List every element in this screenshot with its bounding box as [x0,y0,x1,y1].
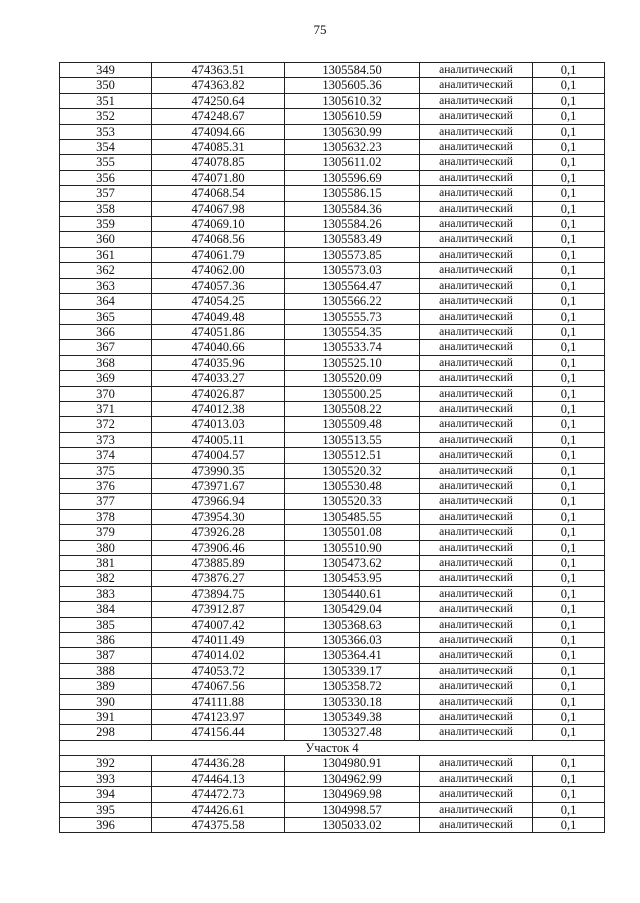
accuracy-cell: 0,1 [533,617,605,632]
accuracy-cell: 0,1 [533,186,605,201]
table-row [60,63,605,78]
table-row [60,448,605,463]
accuracy-cell: 0,1 [533,247,605,262]
point-number-cell: 363 [60,278,152,293]
table-row [60,663,605,678]
point-number-cell: 364 [60,294,152,309]
x-coordinate-cell: 474067.98 [152,201,285,216]
method-cell: аналитический [420,756,533,771]
accuracy-cell: 0,1 [533,217,605,232]
table-row [60,679,605,694]
point-number-cell: 377 [60,494,152,509]
accuracy-cell: 0,1 [533,478,605,493]
table-row [60,78,605,93]
method-cell: аналитический [420,93,533,108]
y-coordinate-cell: 1305584.36 [285,201,420,216]
accuracy-cell: 0,1 [533,586,605,601]
accuracy-cell: 0,1 [533,694,605,709]
accuracy-cell: 0,1 [533,663,605,678]
accuracy-cell: 0,1 [533,771,605,786]
y-coordinate-cell: 1305632.23 [285,140,420,155]
y-coordinate-cell: 1305586.15 [285,186,420,201]
accuracy-cell: 0,1 [533,556,605,571]
x-coordinate-cell: 474004.57 [152,448,285,463]
method-cell: аналитический [420,663,533,678]
accuracy-cell: 0,1 [533,817,605,832]
x-coordinate-cell: 474007.42 [152,617,285,632]
accuracy-cell: 0,1 [533,571,605,586]
accuracy-cell: 0,1 [533,494,605,509]
y-coordinate-cell: 1305610.59 [285,109,420,124]
method-cell: аналитический [420,170,533,185]
point-number-cell: 368 [60,355,152,370]
x-coordinate-cell: 474068.56 [152,232,285,247]
method-cell: аналитический [420,340,533,355]
x-coordinate-cell: 474061.79 [152,247,285,262]
x-coordinate-cell: 474085.31 [152,140,285,155]
point-number-cell: 380 [60,540,152,555]
accuracy-cell: 0,1 [533,787,605,802]
method-cell: аналитический [420,633,533,648]
y-coordinate-cell: 1305530.48 [285,478,420,493]
x-coordinate-cell: 473906.46 [152,540,285,555]
method-cell: аналитический [420,679,533,694]
x-coordinate-cell: 474156.44 [152,725,285,740]
coordinates-table-body [60,63,605,833]
accuracy-cell: 0,1 [533,201,605,216]
method-cell: аналитический [420,324,533,339]
method-cell: аналитический [420,309,533,324]
table-row [60,278,605,293]
accuracy-cell: 0,1 [533,294,605,309]
x-coordinate-cell: 474014.02 [152,648,285,663]
accuracy-cell: 0,1 [533,463,605,478]
y-coordinate-cell: 1305520.09 [285,371,420,386]
point-number-cell: 350 [60,78,152,93]
accuracy-cell: 0,1 [533,633,605,648]
method-cell: аналитический [420,478,533,493]
method-cell: аналитический [420,371,533,386]
table-row [60,386,605,401]
accuracy-cell: 0,1 [533,725,605,740]
x-coordinate-cell: 474078.85 [152,155,285,170]
method-cell: аналитический [420,602,533,617]
x-coordinate-cell: 474033.27 [152,371,285,386]
y-coordinate-cell: 1305630.99 [285,124,420,139]
y-coordinate-cell: 1305358.72 [285,679,420,694]
x-coordinate-cell: 474363.51 [152,63,285,78]
table-row [60,186,605,201]
y-coordinate-cell: 1305610.32 [285,93,420,108]
point-number-cell: 371 [60,401,152,416]
y-coordinate-cell: 1305364.41 [285,648,420,663]
method-cell: аналитический [420,463,533,478]
x-coordinate-cell: 473954.30 [152,509,285,524]
accuracy-cell: 0,1 [533,324,605,339]
method-cell: аналитический [420,78,533,93]
point-number-cell: 370 [60,386,152,401]
y-coordinate-cell: 1305555.73 [285,309,420,324]
table-row [60,509,605,524]
method-cell: аналитический [420,140,533,155]
x-coordinate-cell: 474094.66 [152,124,285,139]
y-coordinate-cell: 1305473.62 [285,556,420,571]
point-number-cell: 366 [60,324,152,339]
y-coordinate-cell: 1305584.50 [285,63,420,78]
method-cell: аналитический [420,247,533,262]
x-coordinate-cell: 474068.54 [152,186,285,201]
point-number-cell: 376 [60,478,152,493]
x-coordinate-cell: 474026.87 [152,386,285,401]
point-number-cell: 389 [60,679,152,694]
accuracy-cell: 0,1 [533,124,605,139]
x-coordinate-cell: 474248.67 [152,109,285,124]
accuracy-cell: 0,1 [533,448,605,463]
x-coordinate-cell: 474436.28 [152,756,285,771]
table-row [60,571,605,586]
table-row [60,771,605,786]
x-coordinate-cell: 474062.00 [152,263,285,278]
method-cell: аналитический [420,556,533,571]
method-cell: аналитический [420,294,533,309]
table-row [60,802,605,817]
accuracy-cell: 0,1 [533,140,605,155]
accuracy-cell: 0,1 [533,63,605,78]
table-row [60,371,605,386]
accuracy-cell: 0,1 [533,232,605,247]
accuracy-cell: 0,1 [533,371,605,386]
method-cell: аналитический [420,124,533,139]
x-coordinate-cell: 474250.64 [152,93,285,108]
section-title: Участок 4 [60,740,605,755]
x-coordinate-cell: 473926.28 [152,525,285,540]
accuracy-cell: 0,1 [533,263,605,278]
x-coordinate-cell: 473966.94 [152,494,285,509]
method-cell: аналитический [420,448,533,463]
method-cell: аналитический [420,802,533,817]
point-number-cell: 388 [60,663,152,678]
point-number-cell: 360 [60,232,152,247]
x-coordinate-cell: 474040.66 [152,340,285,355]
method-cell: аналитический [420,232,533,247]
point-number-cell: 375 [60,463,152,478]
accuracy-cell: 0,1 [533,340,605,355]
point-number-cell: 396 [60,817,152,832]
x-coordinate-cell: 474005.11 [152,432,285,447]
y-coordinate-cell: 1305339.17 [285,663,420,678]
accuracy-cell: 0,1 [533,309,605,324]
point-number-cell: 373 [60,432,152,447]
method-cell: аналитический [420,710,533,725]
y-coordinate-cell: 1305584.26 [285,217,420,232]
method-cell: аналитический [420,617,533,632]
table-row [60,93,605,108]
y-coordinate-cell: 1305605.36 [285,78,420,93]
x-coordinate-cell: 474375.58 [152,817,285,832]
point-number-cell: 391 [60,710,152,725]
point-number-cell: 367 [60,340,152,355]
method-cell: аналитический [420,386,533,401]
table-row [60,648,605,663]
x-coordinate-cell: 474069.10 [152,217,285,232]
point-number-cell: 353 [60,124,152,139]
table-row [60,602,605,617]
y-coordinate-cell: 1305500.25 [285,386,420,401]
point-number-cell: 385 [60,617,152,632]
y-coordinate-cell: 1304962.99 [285,771,420,786]
method-cell: аналитический [420,540,533,555]
point-number-cell: 379 [60,525,152,540]
table-row [60,124,605,139]
accuracy-cell: 0,1 [533,710,605,725]
method-cell: аналитический [420,217,533,232]
y-coordinate-cell: 1305453.95 [285,571,420,586]
y-coordinate-cell: 1305440.61 [285,586,420,601]
x-coordinate-cell: 474111.88 [152,694,285,709]
accuracy-cell: 0,1 [533,417,605,432]
point-number-cell: 355 [60,155,152,170]
table-row [60,540,605,555]
y-coordinate-cell: 1304998.57 [285,802,420,817]
x-coordinate-cell: 473876.27 [152,571,285,586]
point-number-cell: 384 [60,602,152,617]
table-row [60,463,605,478]
y-coordinate-cell: 1305583.49 [285,232,420,247]
table-row [60,710,605,725]
table-row [60,232,605,247]
table-row [60,432,605,447]
x-coordinate-cell: 474071.80 [152,170,285,185]
table-row [60,556,605,571]
page-number: 75 [313,22,327,37]
point-number-cell: 362 [60,263,152,278]
point-number-cell: 359 [60,217,152,232]
y-coordinate-cell: 1305327.48 [285,725,420,740]
x-coordinate-cell: 474011.49 [152,633,285,648]
accuracy-cell: 0,1 [533,109,605,124]
y-coordinate-cell: 1304980.91 [285,756,420,771]
y-coordinate-cell: 1305573.03 [285,263,420,278]
y-coordinate-cell: 1305366.03 [285,633,420,648]
point-number-cell: 395 [60,802,152,817]
y-coordinate-cell: 1305533.74 [285,340,420,355]
y-coordinate-cell: 1305513.55 [285,432,420,447]
method-cell: аналитический [420,494,533,509]
point-number-cell: 386 [60,633,152,648]
method-cell: аналитический [420,525,533,540]
point-number-cell: 349 [60,63,152,78]
table-row [60,340,605,355]
point-number-cell: 369 [60,371,152,386]
table-row [60,201,605,216]
table-row [60,355,605,370]
y-coordinate-cell: 1304969.98 [285,787,420,802]
point-number-cell: 390 [60,694,152,709]
accuracy-cell: 0,1 [533,540,605,555]
method-cell: аналитический [420,787,533,802]
method-cell: аналитический [420,571,533,586]
point-number-cell: 357 [60,186,152,201]
y-coordinate-cell: 1305520.32 [285,463,420,478]
y-coordinate-cell: 1305330.18 [285,694,420,709]
table-row [60,494,605,509]
x-coordinate-cell: 473971.67 [152,478,285,493]
y-coordinate-cell: 1305596.69 [285,170,420,185]
y-coordinate-cell: 1305349.38 [285,710,420,725]
method-cell: аналитический [420,432,533,447]
point-number-cell: 372 [60,417,152,432]
point-number-cell: 394 [60,787,152,802]
y-coordinate-cell: 1305033.02 [285,817,420,832]
section-header-row [60,740,605,755]
y-coordinate-cell: 1305485.55 [285,509,420,524]
x-coordinate-cell: 473885.89 [152,556,285,571]
x-coordinate-cell: 474035.96 [152,355,285,370]
point-number-cell: 356 [60,170,152,185]
method-cell: аналитический [420,63,533,78]
table-row [60,525,605,540]
accuracy-cell: 0,1 [533,802,605,817]
accuracy-cell: 0,1 [533,93,605,108]
y-coordinate-cell: 1305368.63 [285,617,420,632]
table-row [60,694,605,709]
table-row [60,309,605,324]
x-coordinate-cell: 474464.13 [152,771,285,786]
x-coordinate-cell: 474012.38 [152,401,285,416]
y-coordinate-cell: 1305564.47 [285,278,420,293]
method-cell: аналитический [420,586,533,601]
method-cell: аналитический [420,401,533,416]
method-cell: аналитический [420,725,533,740]
y-coordinate-cell: 1305573.85 [285,247,420,262]
point-number-cell: 392 [60,756,152,771]
accuracy-cell: 0,1 [533,756,605,771]
table-row [60,725,605,740]
x-coordinate-cell: 474053.72 [152,663,285,678]
method-cell: аналитический [420,417,533,432]
accuracy-cell: 0,1 [533,355,605,370]
table-row [60,109,605,124]
accuracy-cell: 0,1 [533,155,605,170]
point-number-cell: 351 [60,93,152,108]
x-coordinate-cell: 474426.61 [152,802,285,817]
point-number-cell: 354 [60,140,152,155]
accuracy-cell: 0,1 [533,78,605,93]
method-cell: аналитический [420,278,533,293]
table-row [60,217,605,232]
method-cell: аналитический [420,355,533,370]
point-number-cell: 383 [60,586,152,601]
x-coordinate-cell: 474472.73 [152,787,285,802]
table-row [60,617,605,632]
y-coordinate-cell: 1305611.02 [285,155,420,170]
accuracy-cell: 0,1 [533,679,605,694]
method-cell: аналитический [420,771,533,786]
accuracy-cell: 0,1 [533,509,605,524]
y-coordinate-cell: 1305429.04 [285,602,420,617]
method-cell: аналитический [420,648,533,663]
point-number-cell: 378 [60,509,152,524]
x-coordinate-cell: 474363.82 [152,78,285,93]
y-coordinate-cell: 1305509.48 [285,417,420,432]
x-coordinate-cell: 473912.87 [152,602,285,617]
y-coordinate-cell: 1305512.51 [285,448,420,463]
y-coordinate-cell: 1305501.08 [285,525,420,540]
y-coordinate-cell: 1305566.22 [285,294,420,309]
method-cell: аналитический [420,155,533,170]
x-coordinate-cell: 474049.48 [152,309,285,324]
method-cell: аналитический [420,109,533,124]
accuracy-cell: 0,1 [533,170,605,185]
method-cell: аналитический [420,186,533,201]
table-row [60,401,605,416]
x-coordinate-cell: 473990.35 [152,463,285,478]
point-number-cell: 365 [60,309,152,324]
method-cell: аналитический [420,817,533,832]
coordinates-table [59,62,605,833]
x-coordinate-cell: 474067.56 [152,679,285,694]
point-number-cell: 381 [60,556,152,571]
y-coordinate-cell: 1305554.35 [285,324,420,339]
x-coordinate-cell: 474123.97 [152,710,285,725]
y-coordinate-cell: 1305508.22 [285,401,420,416]
point-number-cell: 382 [60,571,152,586]
method-cell: аналитический [420,263,533,278]
table-row [60,417,605,432]
table-row [60,817,605,832]
method-cell: аналитический [420,201,533,216]
accuracy-cell: 0,1 [533,401,605,416]
accuracy-cell: 0,1 [533,432,605,447]
accuracy-cell: 0,1 [533,278,605,293]
accuracy-cell: 0,1 [533,525,605,540]
accuracy-cell: 0,1 [533,648,605,663]
accuracy-cell: 0,1 [533,386,605,401]
point-number-cell: 393 [60,771,152,786]
table-row [60,247,605,262]
table-row [60,787,605,802]
x-coordinate-cell: 474057.36 [152,278,285,293]
method-cell: аналитический [420,509,533,524]
y-coordinate-cell: 1305525.10 [285,355,420,370]
y-coordinate-cell: 1305520.33 [285,494,420,509]
point-number-cell: 387 [60,648,152,663]
table-row [60,140,605,155]
table-row [60,263,605,278]
table-row [60,756,605,771]
table-row [60,170,605,185]
table-row [60,155,605,170]
x-coordinate-cell: 474054.25 [152,294,285,309]
point-number-cell: 298 [60,725,152,740]
table-row [60,324,605,339]
table-row [60,478,605,493]
y-coordinate-cell: 1305510.90 [285,540,420,555]
method-cell: аналитический [420,694,533,709]
table-row [60,294,605,309]
x-coordinate-cell: 473894.75 [152,586,285,601]
point-number-cell: 374 [60,448,152,463]
point-number-cell: 352 [60,109,152,124]
table-row [60,633,605,648]
point-number-cell: 361 [60,247,152,262]
table-row [60,586,605,601]
x-coordinate-cell: 474051.86 [152,324,285,339]
point-number-cell: 358 [60,201,152,216]
x-coordinate-cell: 474013.03 [152,417,285,432]
accuracy-cell: 0,1 [533,602,605,617]
